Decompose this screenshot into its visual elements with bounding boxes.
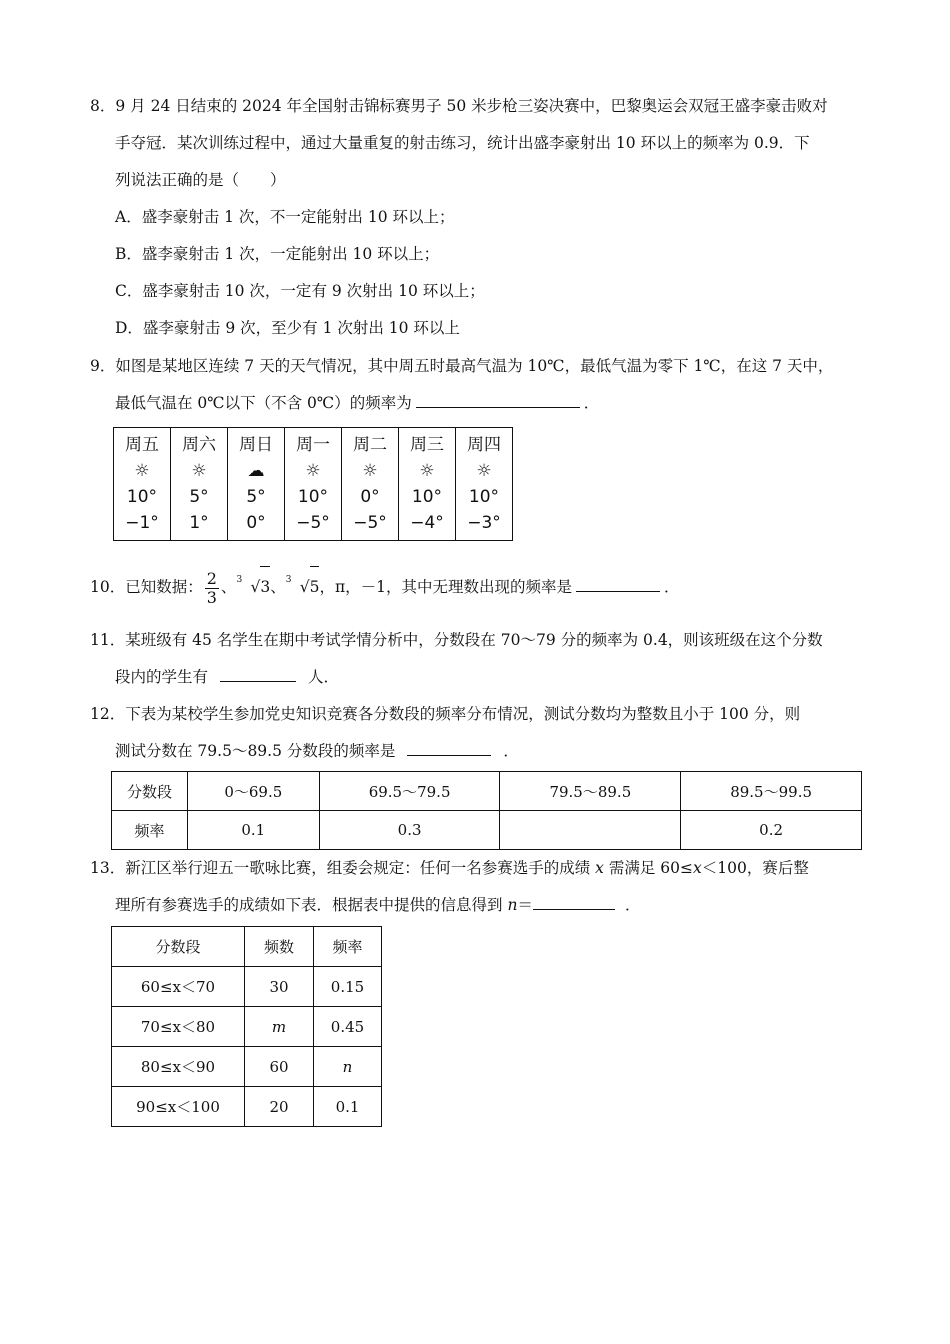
weather-day: 周六 ☼ 5° 1° [171, 428, 228, 541]
q9-end: ． [583, 394, 600, 412]
table-row: 90≤x＜100 20 0.1 [112, 1087, 382, 1127]
q13-answer-blank[interactable] [533, 895, 615, 910]
table-row: 分数段 频数 频率 [112, 927, 382, 967]
q8-option-d: D．盛李豪射击 9 次，至少有 1 次射出 10 环以上 [115, 319, 460, 337]
q8-option-a: A．盛李豪射击 1 次，不一定能射出 10 环以上； [115, 208, 455, 226]
table-row: 60≤x＜70 30 0.15 [112, 967, 382, 1007]
q12-line2: 测试分数在 79.5～89.5 分数段的频率是 ． [115, 742, 519, 760]
empty-answer-cell[interactable] [500, 811, 681, 850]
sun-icon: ☼ [476, 461, 492, 481]
table-row: 频率 0.1 0.3 0.2 [112, 811, 862, 850]
sun-icon: ☼ [191, 461, 207, 481]
cube-root-5: 3 √5 [286, 566, 320, 607]
question-12 [90, 696, 870, 770]
sun-icon: ☼ [305, 461, 321, 481]
q8-line2: 手夺冠．某次训练过程中，通过大量重复的射击练习，统计出盛李豪射出 10 环以上的频率为 0.9．下 [115, 134, 810, 152]
weather-day: 周日 ☁ 5° 0° [228, 428, 285, 541]
weather-day: 周一 ☼ 10° −5° [285, 428, 342, 541]
q12-line1: 12．下表为某校学生参加党史知识竞赛各分数段的频率分布情况，测试分数均为整数且小于 100 分，则 [90, 705, 801, 723]
table-row: 70≤x＜80 m 0.45 [112, 1007, 382, 1047]
q8-line1: 8．9 月 24 日结束的 2024 年全国射击锦标赛男子 50 米步枪三姿决赛中，巴黎奥运会双冠王盛李豪击败对 [90, 97, 828, 115]
weather-day: 周二 ☼ 0° −5° [342, 428, 399, 541]
q12-answer-blank[interactable] [407, 741, 491, 756]
q8-line3: 列说法正确的是（ ） [115, 171, 286, 189]
q11-answer-blank[interactable] [220, 667, 296, 682]
weather-table [113, 427, 513, 541]
question-8 [90, 88, 870, 199]
q9-answer-blank[interactable] [416, 393, 580, 408]
q11-line2: 段内的学生有 人． [115, 668, 340, 686]
question-10: 10．已知数据： $\frac{2}{3}$ 、 3 √3、 3 √5，π，－1，其中无理数出现的频率是 ． [90, 566, 870, 607]
q10-prefix: 10．已知数据： [90, 578, 203, 596]
q8-option-b: B．盛李豪射击 1 次，一定能射出 10 环以上； [115, 245, 440, 263]
sun-icon: ☼ [362, 461, 378, 481]
fraction: $\frac{2}{3}$ [206, 568, 217, 607]
table-row: 80≤x＜90 60 n [112, 1047, 382, 1087]
score-frequency-table [111, 771, 862, 850]
weather-day: 周三 ☼ 10° −4° [399, 428, 456, 541]
q11-line1: 11．某班级有 45 名学生在期中考试学情分析中，分数段在 70～79 分的频率为 0.4，则该班级在这个分数 [90, 631, 823, 649]
q13-line1: 13．新江区举行迎五一歌咏比赛，组委会规定：任何一名参赛选手的成绩 x 需满足 60≤x＜100，赛后整 [90, 859, 809, 877]
cube-root-3: 3 √3 [236, 566, 270, 607]
cloud-icon: ☁ [247, 461, 265, 481]
contest-score-table [111, 926, 382, 1127]
q9-line2 [90, 385, 870, 422]
q10-answer-blank[interactable] [576, 577, 660, 592]
q8-option-c: C．盛李豪射击 10 次，一定有 9 次射出 10 环以上； [115, 282, 485, 300]
q13-line2: 理所有参赛选手的成绩如下表．根据表中提供的信息得到 n＝ ． [115, 896, 641, 914]
q9-line1: 9．如图是某地区连续 7 天的天气情况，其中周五时最高气温为 10℃，最低气温为零下 1℃，在这 7 天中， [90, 357, 834, 375]
question-13 [90, 850, 870, 924]
question-11 [90, 622, 870, 696]
sun-icon: ☼ [419, 461, 435, 481]
sun-icon: ☼ [134, 461, 150, 481]
q10-rest: ，π，－1，其中无理数出现的频率是 [319, 578, 573, 596]
weather-day: 周五 ☼ 10° −1° [114, 428, 171, 541]
q9-line2-text: 最低气温在 0℃以下（不含 0℃）的频率为 [115, 394, 412, 412]
table-row: 分数段 0～69.5 69.5～79.5 79.5～89.5 89.5～99.5 [112, 772, 862, 811]
question-9 [90, 348, 870, 422]
weather-day: 周四 ☼ 10° −3° [456, 428, 513, 541]
